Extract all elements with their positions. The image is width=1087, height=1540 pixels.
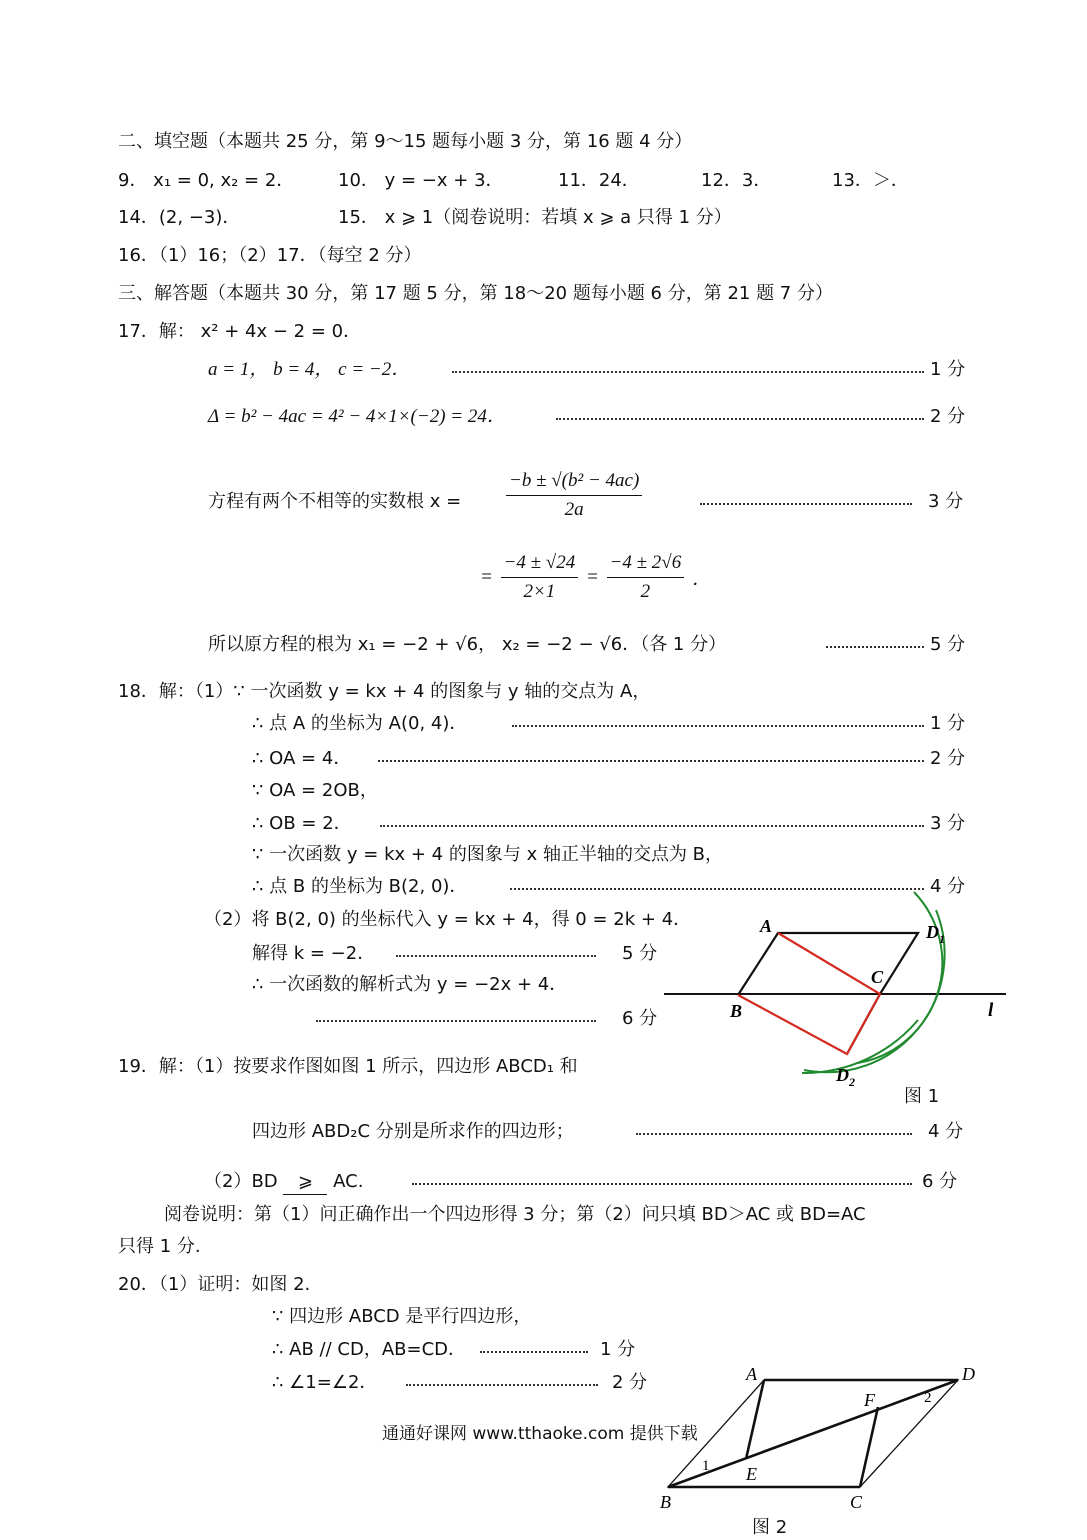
label-c: C <box>850 1492 863 1512</box>
q19-part2-bd: （2）BD <box>204 1171 278 1192</box>
q18-part2-line-2: 解得 k = −2． <box>252 943 376 964</box>
q17-discriminant: Δ = b² − 4ac = 4² − 4×1×(−2) = 24． <box>208 406 506 427</box>
dot-leader <box>412 1183 912 1185</box>
q17-score-2: 2 分 <box>930 406 966 427</box>
answer-11: 11．24． <box>558 170 640 191</box>
q20-line-3: ∴ AB // CD，AB=CD． <box>272 1339 467 1360</box>
q19-part2 <box>204 1170 363 1195</box>
dot-leader <box>556 418 924 420</box>
q17-score-5: 5 分 <box>930 634 966 655</box>
q17-score-3: 3 分 <box>928 491 964 512</box>
dot-leader <box>316 1020 596 1022</box>
label-f: F <box>864 1390 875 1410</box>
figure-1-diagram <box>658 880 1018 1115</box>
figure-1-caption: 图 1 <box>904 1086 940 1107</box>
q18-part2-line-1: （2）将 B(2, 0) 的坐标代入 y = kx + 4，得 0 = 2k + 4． <box>204 909 692 930</box>
q18-score-4: 4 分 <box>930 876 966 897</box>
q17-root-simplification: = $\frac{-4 \pm √24}{2\times 1}$ = $\frac{-4 \pm 2√6}{2}$ ． <box>480 552 711 602</box>
q20-score-2: 2 分 <box>612 1372 648 1393</box>
footer-watermark: 通通好课网 www.tthaoke.com 提供下载 <box>382 1424 698 1444</box>
q18-score-3: 3 分 <box>930 813 966 834</box>
q20-line-2: ∵ 四边形 ABCD 是平行四边形， <box>272 1306 532 1327</box>
label-a: A <box>760 916 773 936</box>
q18-line-7: ∴ 点 B 的坐标为 B(2, 0)． <box>252 876 468 897</box>
fraction-denominator: 2×1 <box>523 581 556 602</box>
q18-score-2: 2 分 <box>930 748 966 769</box>
q18-part2-line-3: ∴ 一次函数的解析式为 y = −2x + 4． <box>252 974 568 995</box>
answer-10: 10． y = −x + 3． <box>338 170 504 191</box>
answer-9: 9． x₁ = 0, x₂ = 2． <box>118 170 295 191</box>
q20-score-1: 1 分 <box>600 1339 636 1360</box>
q17-quadratic-formula <box>504 470 644 521</box>
q17-roots: 所以原方程的根为 x₁ = −2 + √6， x₂ = −2 − √6．（各 1 分） <box>208 634 727 655</box>
label-b: B <box>730 1001 743 1021</box>
dot-leader <box>700 503 912 505</box>
answer-12: 12．3． <box>701 170 772 191</box>
q19-line-2: 四边形 ABD₂C 分别是所求作的四边形； <box>252 1121 574 1142</box>
dot-leader <box>406 1384 598 1386</box>
grading-note-line-1: 阅卷说明：第（1）问正确作出一个四边形得 3 分；第（2）问只填 BD＞AC 或 BD=AC <box>164 1204 866 1225</box>
q17-coefficients: a = 1， b = 4， c = −2． <box>208 359 411 380</box>
formula-denominator: 2a <box>564 499 584 520</box>
label-c: C <box>871 967 884 987</box>
dot-leader <box>380 825 924 827</box>
fraction-numerator: −4 ± 2√6 <box>607 552 685 578</box>
q19-line-1: 19．解：（1）按要求作图如图 1 所示，四边形 ABCD₁ 和 <box>118 1056 578 1077</box>
segment-ae <box>746 1380 764 1459</box>
q17-score-1: 1 分 <box>930 359 966 380</box>
label-d2: $D_2$ <box>836 1065 855 1089</box>
dot-leader <box>480 1351 588 1353</box>
q18-line-4: ∵ OA = 2OB， <box>252 780 378 801</box>
answer-15: 15． x ⩾ 1（阅卷说明：若填 x ⩾ a 只得 1 分） <box>338 207 732 228</box>
fraction-denominator: 2 <box>640 581 651 602</box>
q17-equation: 17．解： x² + 4x − 2 = 0． <box>118 321 362 342</box>
q19-score-4: 4 分 <box>928 1121 964 1142</box>
q18-score-5: 5 分 <box>622 943 658 964</box>
q18-line-6: ∵ 一次函数 y = kx + 4 的图象与 x 轴正半轴的交点为 B， <box>252 844 724 865</box>
label-e: E <box>746 1464 757 1484</box>
q18-score-6: 6 分 <box>622 1008 658 1029</box>
q18-line-2: ∴ 点 A 的坐标为 A(0, 4)． <box>252 713 468 734</box>
q18-line-5: ∴ OB = 2． <box>252 813 352 834</box>
figure-2-caption: 图 2 <box>752 1517 788 1538</box>
q19-score-6: 6 分 <box>922 1171 958 1192</box>
label-d1: $D_1$ <box>926 922 945 946</box>
answer-14: 14．(2, −3)． <box>118 207 241 228</box>
q19-answer-blank: ⩾ <box>283 1170 327 1195</box>
q18-score-1: 1 分 <box>930 713 966 734</box>
dot-leader <box>396 955 596 957</box>
q18-line-3: ∴ OA = 4． <box>252 748 352 769</box>
answer-13: 13．＞． <box>832 170 909 191</box>
fraction-numerator: −4 ± √24 <box>501 552 579 578</box>
dot-leader <box>378 760 924 762</box>
q20-line-1: 20．（1）证明：如图 2. <box>118 1274 311 1295</box>
q19-part2-ac: AC. <box>333 1171 364 1192</box>
q18-line-1: 18．解：（1）∵ 一次函数 y = kx + 4 的图象与 y 轴的交点为 A， <box>118 681 651 702</box>
segment-cf <box>860 1407 878 1487</box>
figure-2-diagram <box>650 1360 990 1536</box>
section-2-title: 二、填空题（本题共 25 分，第 9～15 题每小题 3 分，第 16 题 4 分） <box>118 131 693 152</box>
label-a: A <box>746 1364 757 1384</box>
answer-16: 16．（1）16；（2）17．（每空 2 分） <box>118 245 422 266</box>
dot-leader <box>512 725 924 727</box>
dot-leader <box>452 371 924 373</box>
diagonal-bd <box>668 1380 958 1487</box>
label-b: B <box>660 1492 671 1512</box>
q17-root-formula-text: 方程有两个不相等的实数根 x = <box>208 491 462 512</box>
angle-1-label: 1 <box>702 1458 710 1474</box>
dot-leader <box>826 646 924 648</box>
formula-numerator: −b ± √(b² − 4ac) <box>506 470 642 496</box>
grading-note-line-2: 只得 1 分. <box>118 1236 201 1257</box>
q20-line-4: ∴ ∠1=∠2． <box>272 1372 378 1393</box>
angle-2-label: 2 <box>924 1390 932 1406</box>
label-l: l <box>988 1000 994 1021</box>
label-d: D <box>962 1364 975 1384</box>
section-3-title: 三、解答题（本题共 30 分，第 17 题 5 分，第 18～20 题每小题 6 分，第 21 题 7 分） <box>118 283 833 304</box>
dot-leader <box>636 1133 912 1135</box>
